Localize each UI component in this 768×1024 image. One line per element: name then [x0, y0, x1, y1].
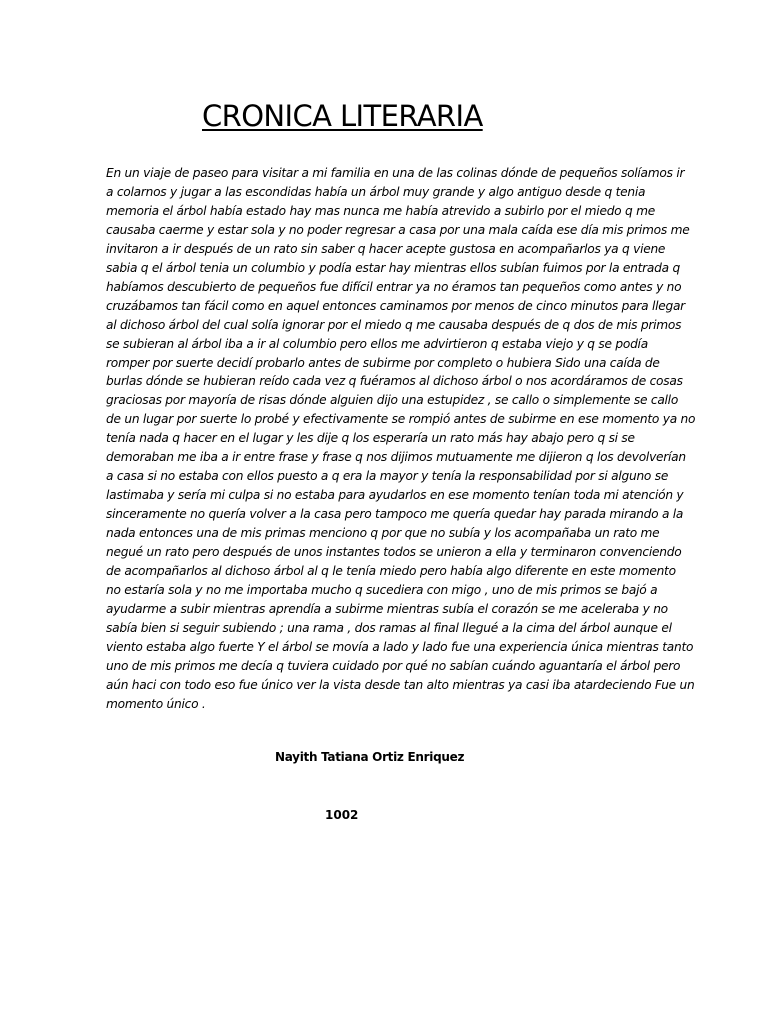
- body-line: de acompañarlos al dichoso árbol al q le tenía miedo pero había algo diferente en este momento: [106, 564, 676, 579]
- course-number: 1002: [325, 808, 359, 822]
- chronicle-body: [106, 164, 696, 714]
- body-line: demoraban me iba a ir entre frase y frase q nos dijimos mutuamente me dijieron q los devolverían: [106, 450, 686, 465]
- body-line: nada entonces una de mis primas menciono q por que no subía y los acompañaba un rato me: [106, 526, 660, 541]
- body-line: se subieran al árbol iba a ir al columbio pero ellos me advirtieron q estaba viejo y q se podía: [106, 336, 648, 351]
- body-line: cruzábamos tan fácil como en aquel entonces caminamos por menos de cinco minutos para llegar: [106, 298, 685, 313]
- body-line: aún haci con todo eso fue único ver la vista desde tan alto mientras ya casi iba atardeciendo Fue un: [106, 677, 695, 692]
- body-line: momento único .: [106, 696, 206, 711]
- body-line: sabía bien si seguir subiendo ; una rama , dos ramas al final llegué a la cima del árbol aunque el: [106, 620, 672, 635]
- body-line: viento estaba algo fuerte Y el árbol se movía a lado y lado fue una experiencia única mientras tanto: [106, 639, 694, 654]
- body-line: de un lugar por suerte lo probé y efectivamente se rompió antes de subirme en ese momento ya no: [106, 412, 696, 427]
- author-name: Nayith Tatiana Ortiz Enriquez: [275, 750, 465, 764]
- body-line: negué un rato pero después de unos instantes todos se unieron a ella y terminaron convenciendo: [106, 545, 682, 560]
- body-line: al dichoso árbol del cual solía ignorar por el miedo q me causaba después de q dos de mis primos: [106, 317, 682, 332]
- body-line: habíamos descubierto de pequeños fue difícil entrar ya no éramos tan pequeños como antes y no: [106, 279, 682, 294]
- body-line: lastimaba y sería mi culpa si no estaba para ayudarlos en ese momento tenían toda mi atención y: [106, 488, 684, 503]
- body-line: a colarnos y jugar a las escondidas había un árbol muy grande y algo antiguo desde q tenia: [106, 184, 646, 199]
- body-line: memoria el árbol había estado hay mas nunca me había atrevido a subirlo por el miedo q me: [106, 203, 655, 218]
- body-line: romper por suerte decidí probarlo antes de subirme por completo o hubiera Sido una caída de: [106, 355, 660, 370]
- body-line: sinceramente no quería volver a la casa pero tampoco me quería quedar hay parada mirando a la: [106, 507, 684, 522]
- body-line: graciosas por mayoría de risas dónde alguien dijo una estupidez , se callo o simplemente se callo: [106, 393, 679, 408]
- document-title: CRONICA LITERARIA: [202, 99, 483, 133]
- body-line: uno de mis primos me decía q tuviera cuidado por qué no sabían cuándo aguantaría el árbol pero: [106, 658, 681, 673]
- body-line: burlas dónde se hubieran reído cada vez q fuéramos al dichoso árbol o nos acordáramos de cosas: [106, 374, 683, 389]
- body-line: invitaron a ir después de un rato sin saber q hacer acepte gustosa en acompañarlos ya q viene: [106, 241, 666, 256]
- body-line: En un viaje de paseo para visitar a mi familia en una de las colinas dónde de pequeños solíamos ir: [106, 166, 685, 180]
- body-line: sabia q el árbol tenia un columbio y podía estar hay mientras ellos subían fuimos por la entrada q: [106, 260, 680, 275]
- body-line: a casa si no estaba con ellos puesto a q era la mayor y tenía la responsabilidad por si alguno se: [106, 469, 669, 484]
- body-line: causaba caerme y estar sola y no poder regresar a casa por una mala caída ese día mis primos me: [106, 222, 690, 237]
- body-line: ayudarme a subir mientras aprendía a subirme mientras subía el corazón se me aceleraba y no: [106, 601, 668, 616]
- body-line: no estaría sola y no me importaba mucho q sucediera con migo , uno de mis primos se bajó a: [106, 582, 658, 597]
- body-line: tenía nada q hacer en el lugar y les dije q los esperaría un rato más hay abajo pero q si se: [106, 431, 635, 446]
